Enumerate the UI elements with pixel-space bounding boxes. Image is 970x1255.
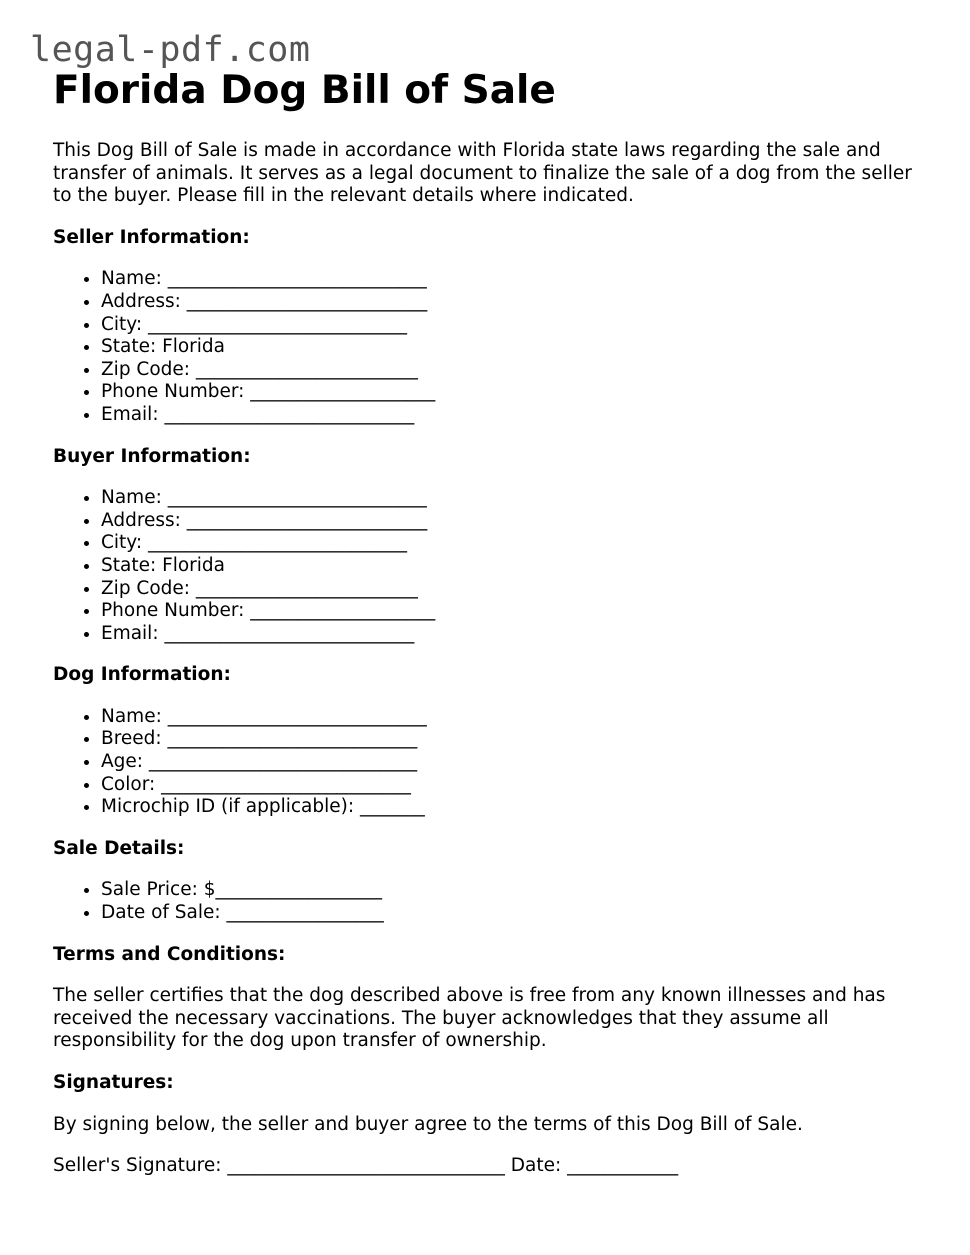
buyer-zip-field: • Zip Code: ________________________: [101, 578, 933, 601]
seller-signature-line: Seller's Signature: ______________________________ Date: ____________: [53, 1155, 679, 1177]
sale-price-field: • Sale Price: $__________________: [101, 879, 933, 902]
buyer-phone-field: • Phone Number: ____________________: [101, 600, 933, 623]
signatures-heading: Signatures:: [53, 1072, 174, 1093]
signatures-paragraph: By signing below, the seller and buyer agree to the terms of this Dog Bill of Sale.: [53, 1113, 803, 1135]
seller-list: [53, 268, 933, 426]
dog-color-field: • Color: ___________________________: [101, 774, 933, 797]
buyer-list: [53, 487, 933, 645]
document-body: [53, 140, 933, 1197]
dog-list: [53, 706, 933, 819]
watermark-logo: legal-pdf.com: [30, 30, 311, 70]
sale-list: [53, 879, 933, 924]
buyer-address-field: • Address: __________________________: [101, 510, 933, 533]
dog-name-field: • Name: ____________________________: [101, 706, 933, 729]
sale-date-field: • Date of Sale: _________________: [101, 902, 933, 925]
dog-microchip-field: • Microchip ID (if applicable): _______: [101, 796, 933, 819]
terms-heading: Terms and Conditions:: [53, 943, 286, 965]
seller-address-field: • Address: __________________________: [101, 291, 933, 314]
buyer-name-field: • Name: ____________________________: [101, 487, 933, 510]
seller-name-field: • Name: ____________________________: [101, 268, 933, 291]
seller-email-field: • Email: ___________________________: [101, 404, 933, 427]
terms-paragraph: The seller certifies that the dog described above is free from any known illnesses and has received the necessary vaccinations. The buyer acknowledges that they assume all responsibility for the dog upon transfer of ownership.: [53, 985, 886, 1052]
buyer-heading: Buyer Information:: [53, 445, 251, 467]
buyer-state-field: • State: Florida: [101, 555, 933, 578]
dog-heading: Dog Information:: [53, 664, 231, 686]
dog-age-field: • Age: _____________________________: [101, 751, 933, 774]
seller-city-field: • City: ____________________________: [101, 314, 933, 337]
buyer-email-field: • Email: ___________________________: [101, 623, 933, 646]
seller-heading: Seller Information:: [53, 226, 250, 248]
seller-state-field: • State: Florida: [101, 336, 933, 359]
seller-zip-field: • Zip Code: ________________________: [101, 359, 933, 382]
sale-heading: Sale Details:: [53, 837, 185, 859]
seller-phone-field: • Phone Number: ____________________: [101, 381, 933, 404]
intro-paragraph: This Dog Bill of Sale is made in accordance with Florida state laws regarding the sale and transfer of animals. It serves as a legal document to finalize the sale of a dog from the seller to the buyer. Please fill in the relevant details where indicated.: [53, 140, 912, 207]
page-title: Florida Dog Bill of Sale: [53, 68, 556, 113]
dog-breed-field: • Breed: ___________________________: [101, 728, 933, 751]
buyer-city-field: • City: ____________________________: [101, 532, 933, 555]
